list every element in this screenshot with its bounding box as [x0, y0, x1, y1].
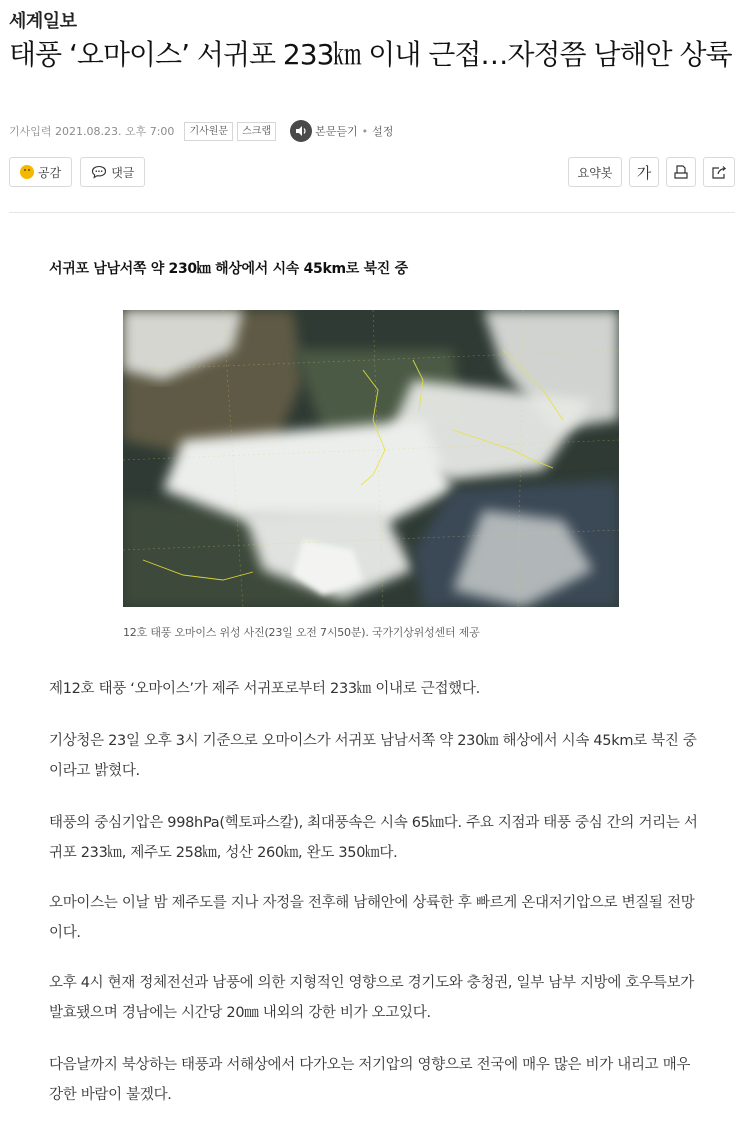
meta-separator: •: [361, 124, 369, 138]
satellite-photo: [123, 310, 619, 607]
smile-icon: [20, 165, 34, 179]
article-date: 기사입력 2021.08.23. 오후 7:00: [9, 125, 175, 138]
header-divider: [9, 212, 735, 213]
summary-bot-button[interactable]: 요약봇: [568, 157, 622, 187]
reaction-actions: [9, 157, 145, 187]
article-meta: [9, 120, 393, 142]
article-paragraph: 제12호 태풍 ‘오마이스’가 제주 서귀포로부터 233㎞ 이내로 근접했다.: [49, 681, 480, 697]
font-size-button[interactable]: 가: [629, 157, 659, 187]
photo-caption: 12호 태풍 오마이스 위성 사진(23일 오전 7시50분). 국가기상위성센터 제공: [123, 626, 480, 639]
comment-button[interactable]: [80, 157, 145, 187]
article-subheading: 서귀포 남남서쪽 약 230㎞ 해상에서 시속 45km로 북진 중: [49, 261, 408, 277]
listen-label: 본문듣기: [315, 125, 358, 138]
listen-button[interactable]: [290, 120, 358, 142]
press-name[interactable]: 세계일보: [9, 11, 77, 32]
article-paragraph: 오마이스는 이날 밤 제주도를 지나 자정을 전후해 남해안에 상륙한 후 빠르게 온대저기압으로 변질될 전망이다.: [49, 895, 695, 941]
speech-bubble-icon: [91, 165, 107, 179]
empathy-label: 공감: [38, 165, 62, 180]
article-headline: 태풍 ‘오마이스’ 서귀포 233㎞ 이내 근접…자정쯤 남해안 상륙: [9, 38, 732, 71]
comment-label: 댓글: [111, 165, 135, 180]
empathy-button[interactable]: [9, 157, 72, 187]
speaker-icon: [290, 120, 312, 142]
article-paragraph: 태풍의 중심기압은 998hPa(헥토파스칼), 최대풍속은 시속 65㎞다. 주요 지점과 태풍 중심 간의 거리는 서귀포 233㎞, 제주도 258㎞, 성산 260㎞, 완도 350㎞다.: [49, 815, 698, 861]
print-button[interactable]: [666, 157, 696, 187]
original-article-button[interactable]: 기사원문: [184, 122, 233, 141]
article-paragraph: 오후 4시 현재 정체전선과 남풍에 의한 지형적인 영향으로 경기도와 충청권, 일부 남부 지방에 호우특보가 발효됐으며 경남에는 시간당 20㎜ 내외의 강한 비가 오고있다.: [49, 975, 694, 1021]
article-paragraph: 기상청은 23일 오후 3시 기준으로 오마이스가 서귀포 남남서쪽 약 230㎞ 해상에서 시속 45km로 북진 중이라고 밝혔다.: [49, 733, 697, 779]
share-icon: [710, 164, 728, 180]
share-button[interactable]: [703, 157, 735, 187]
scrap-button[interactable]: 스크랩: [237, 122, 276, 141]
article-paragraph: 다음날까지 북상하는 태풍과 서해상에서 다가오는 저기압의 영향으로 전국에 매우 많은 비가 내리고 매우 강한 바람이 불겠다.: [49, 1057, 691, 1103]
article-tools: [568, 157, 735, 187]
listen-settings-link[interactable]: 설정: [372, 125, 394, 138]
print-icon: [673, 164, 689, 180]
